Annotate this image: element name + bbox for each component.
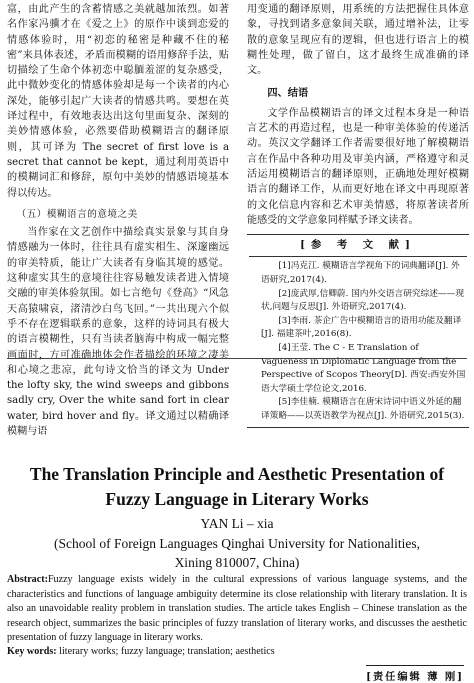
english-keywords: Key words: literary works; fuzzy language; translation; aesthetics [7,646,275,657]
right-paragraph-2: 文学作品模糊语言的译文过程本身是一种语言艺术的再造过程，也是一种审美体验的传递活动。英汉文学翻译工作者需要很好地了解模糊语言在作品中各种功用及审美内涵，严格遵守和灵活运用模糊语言的翻译原则，正确地处理好模糊语言的翻译工作，从而更好地在译文中再现原著的文化信息内容和艺术审美情感，将原著读者所能感受的文学意象同样赋予译文读者。 [247,107,469,226]
references-heading: [参 考 文 献] [249,238,467,257]
keywords-text: literary works; fuzzy language; translation; aesthetics [59,646,275,657]
references-box [247,234,469,427]
reference-item-4: [4]王莹. The C - E Translation of Vagueness in Diplomatic Language from the Perspective of Scopos Theory[D]. 西安:西安外国语大学硕士学位论文,2016. [261,343,466,394]
english-affiliation-line-2: Xining 810007, China) [174,555,300,570]
left-column [7,2,229,439]
keywords-label: Key words [7,646,54,657]
english-title-line-1: The Translation Principle and Aesthetic Presentation of [29,464,445,484]
english-abstract: Abstract:Fuzzy language exists widely in the cultural expressions of various language systems, and the characteristics and functions of language ambiguity determine its close relationship with literary translation. It is also an unavoidable reality problem in translation studies. The article takes English – Chinese translation as the research object, summarizes the basic principles of fuzzy translation of literary works, and discusses the aesthetic presentation of fuzzy language in literary works. [7,574,467,644]
left-paragraph-1: 富，由此产生的含蓄情感之美就越加浓烈。如著名作家冯骥才在《爱之上》的原作中谈到恋爱的情感体验时，用“初恋的秘密是种藏不住的秘密”来具体表述，矛盾而模糊的语用修辞手法，贴切描绘了生命个体初恋中聪腼羞涩的复杂感受，此中微妙变化的情感体验却是每一个读者的内心深处，能够引起广大读者的情感共鸣。要想在英译过程中，有效地表达出这句里面复杂、深刻的美妙情感体验，必然要借助模糊语言的翻译原则，其可译为 The secret of first love is a secret that cannot be kept，通过利用英语中的模糊词汇和修辞，原句中美妙的情感语境基本得以传达。 [7,4,229,199]
left-paragraph-2: 当作家在文艺创作中描绘真实景象与其自身情感融为一体时，往往具有虚实相生、深邃幽远的审美特质，能让广大读者有身临其境的感觉。这种虚实其生的意境往往容易触发读者进入情境交融的审美体验氛围。如七言绝句《登高》“风急天高猿啸哀，渚清沙白鸟飞回。”一共出现六个似乎不存在逻辑联系的意象，这样的诗词具有极大的语言模糊性，只有当读者脑海中构成一幅完整画面时，方可准确地体会作者描绘的环境之凄美和心境之悲凉，此句诗文恰当的译文为 Under the lofty sky, the wind sweeps and gibbons sadly cry, Over the white sand fort in clear water, bird hover and fly。译文通过以精确译模糊与语 [7,227,229,438]
right-column [247,2,469,428]
section-heading-conclusion: 四、结语 [267,87,309,100]
english-author: YAN Li – xia [200,516,274,531]
right-paragraph-1: 用变通的翻译原则，用系统的方法把握住具体意象，寻找到诸多意象间关联，通过增补法，让零散的意象呈现应有的逻辑，但也进行语言上的模糊性处理，做了留白，这才最终生成准确的译文。 [247,4,469,77]
abstract-label: Abstract [7,574,45,585]
body-columns [7,2,469,438]
subsection-heading: （五）模糊语言的意境之美 [16,208,138,220]
reference-item-3: [3]李雨. 茶企广告中模糊语言的语用功能及翻译[J]. 福建茶叶,2016(8). [261,315,462,340]
reference-item-5: [5]李佳楠. 模糊语言在唐宋诗词中语义外延的翻译策略——以英语教学为视点[J]. 外语研究,2015(3). [261,397,465,421]
abstract-text: Fuzzy language exists widely in the cultural expressions of various language systems, and the characteristics and functions of language ambiguity determine its close relationship with literary translation. It is also an unavoidable reality problem in translation studies. The article takes English – Chinese translation as the research object, summarizes the basic principles of fuzzy translation of literary works, and discusses the aesthetic presentation of fuzzy language in literary works. [7,574,467,644]
reference-item-1: [1]冯克江. 模糊语言学视角下的词典翻译[J]. 外语研究,2017(4). [261,261,460,286]
english-affiliation-line-1: (School of Foreign Languages Qinghai University for Nationalities, [54,536,420,551]
editor-credit: [责任编辑 薄 刚] [366,665,464,683]
reference-item-2: [2]庞武厚,信卿蔚. 国内外交语言研究综述——现状,问题与反思[J]. 外语研究,2017(4). [261,288,465,313]
english-title-line-2: Fuzzy Language in Literary Works [105,489,369,509]
section-divider [7,358,467,359]
